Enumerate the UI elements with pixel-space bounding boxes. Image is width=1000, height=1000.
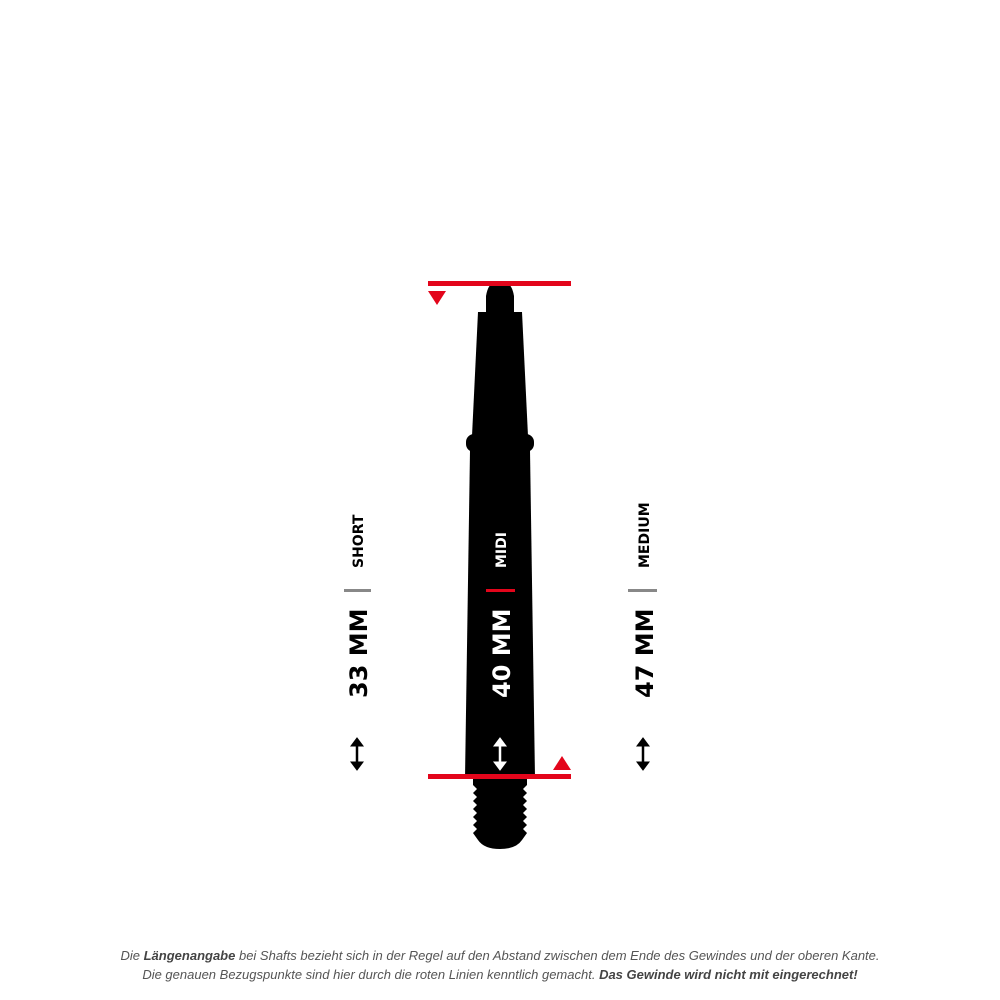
size-length-short: 33 MM <box>345 608 373 698</box>
footnote-line2-pre: Die genauen Bezugspunkte sind hier durch die roten Linien kenntlich gemacht. <box>142 967 600 982</box>
shaft-tip <box>486 283 514 312</box>
size-name-short: SHORT <box>351 514 367 568</box>
footnote-line1-bold: Längenangabe <box>143 948 236 963</box>
footnote-line-1 <box>0 946 1000 965</box>
separator-medium <box>628 589 657 592</box>
shaft-thread <box>473 778 527 849</box>
double-arrow-icon <box>637 738 649 770</box>
size-length-midi: 40 MM <box>488 608 516 698</box>
triangle-down-icon <box>428 291 446 305</box>
footnote-line1-post: bei Shafts bezieht sich in der Regel auf den Abstand zwischen dem Ende des Gewindes und der oberen Kante. <box>235 948 880 963</box>
footnote-line1-pre: Die <box>120 948 144 963</box>
bottom-reference-line <box>428 774 571 779</box>
triangle-up-icon <box>553 756 571 770</box>
double-arrow-icon <box>351 738 363 770</box>
separator-midi <box>486 589 515 592</box>
footnote-line-2 <box>0 965 1000 984</box>
top-reference-line <box>428 281 571 286</box>
size-name-medium: MEDIUM <box>637 502 653 568</box>
separator-short <box>344 589 371 592</box>
size-name-midi: MIDI <box>494 532 510 568</box>
shaft-ring <box>466 434 534 452</box>
size-length-medium: 47 MM <box>631 608 659 698</box>
shaft-upper <box>472 312 528 436</box>
footnote-line2-bold: Das Gewinde wird nicht mit eingerechnet! <box>599 967 858 982</box>
footnote <box>0 946 1000 984</box>
